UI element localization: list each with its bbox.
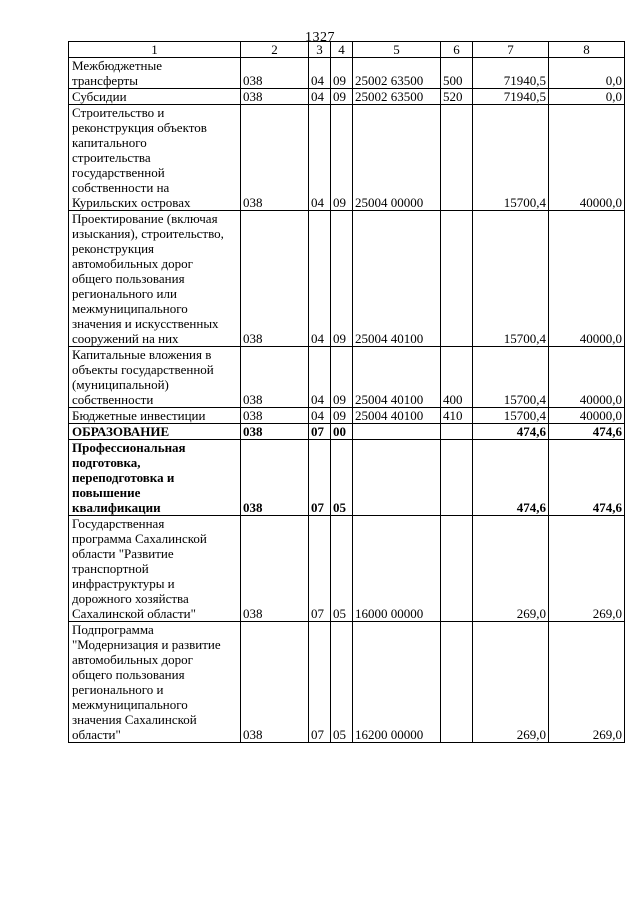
table-row: [69, 89, 625, 105]
budget-table: [68, 41, 625, 743]
row-name: Межбюджетные трансферты: [69, 58, 241, 89]
row-amount-1: 71940,5: [473, 89, 549, 105]
table-row: [69, 516, 625, 622]
row-amount-2: 474,6: [549, 440, 625, 516]
row-name: Бюджетные инвестиции: [69, 408, 241, 424]
row-admin-code: 038: [241, 622, 309, 743]
row-subsection: 05: [331, 622, 353, 743]
header-col-6: 6: [441, 42, 473, 58]
row-admin-code: 038: [241, 347, 309, 408]
header-col-4: 4: [331, 42, 353, 58]
row-amount-1: 269,0: [473, 622, 549, 743]
row-subsection: 09: [331, 211, 353, 347]
row-amount-1: 474,6: [473, 424, 549, 440]
row-amount-1: 474,6: [473, 440, 549, 516]
row-amount-1: 269,0: [473, 516, 549, 622]
row-expense-type: [441, 622, 473, 743]
row-admin-code: 038: [241, 105, 309, 211]
table-row: [69, 105, 625, 211]
table-row: [69, 408, 625, 424]
row-subsection: 09: [331, 347, 353, 408]
row-expense-type: [441, 516, 473, 622]
row-section: 07: [309, 622, 331, 743]
row-expense-type: [441, 105, 473, 211]
row-subsection: 09: [331, 408, 353, 424]
row-name: Субсидии: [69, 89, 241, 105]
row-section: 04: [309, 89, 331, 105]
row-subsection: 05: [331, 516, 353, 622]
row-amount-2: 40000,0: [549, 211, 625, 347]
header-col-2: 2: [241, 42, 309, 58]
row-section: 04: [309, 58, 331, 89]
row-name: Профессиональная подготовка, переподготовка и повышение квалификации: [69, 440, 241, 516]
row-name: Проектирование (включая изыскания), строительство, реконструкция автомобильных дорог общего пользования регионального или межмуниципального значения и искусственных сооружений на них: [69, 211, 241, 347]
row-name: Капитальные вложения в объекты государственной (муниципальной) собственности: [69, 347, 241, 408]
table-row: [69, 58, 625, 89]
row-section: 04: [309, 211, 331, 347]
row-article: 25004 40100: [353, 211, 441, 347]
row-section: 07: [309, 424, 331, 440]
row-amount-2: 269,0: [549, 622, 625, 743]
row-article: 25004 00000: [353, 105, 441, 211]
row-expense-type: 410: [441, 408, 473, 424]
row-admin-code: 038: [241, 440, 309, 516]
row-subsection: 09: [331, 58, 353, 89]
row-admin-code: 038: [241, 516, 309, 622]
row-expense-type: [441, 440, 473, 516]
row-section: 04: [309, 347, 331, 408]
row-subsection: 09: [331, 89, 353, 105]
row-article: 25002 63500: [353, 89, 441, 105]
row-name: ОБРАЗОВАНИЕ: [69, 424, 241, 440]
row-amount-1: 15700,4: [473, 211, 549, 347]
row-subsection: 00: [331, 424, 353, 440]
row-section: 04: [309, 105, 331, 211]
row-amount-2: 40000,0: [549, 105, 625, 211]
row-amount-1: 15700,4: [473, 408, 549, 424]
page-number: 1327: [305, 30, 335, 45]
row-admin-code: 038: [241, 211, 309, 347]
row-article: 16000 00000: [353, 516, 441, 622]
row-expense-type: 500: [441, 58, 473, 89]
header-row: [69, 42, 625, 58]
header-col-1: 1: [69, 42, 241, 58]
row-admin-code: 038: [241, 424, 309, 440]
table-row: [69, 622, 625, 743]
row-section: 04: [309, 408, 331, 424]
row-amount-2: 40000,0: [549, 347, 625, 408]
row-amount-1: 71940,5: [473, 58, 549, 89]
table-row: [69, 440, 625, 516]
row-section: 07: [309, 440, 331, 516]
row-amount-2: 0,0: [549, 58, 625, 89]
row-article: [353, 424, 441, 440]
table-row: [69, 211, 625, 347]
header-col-7: 7: [473, 42, 549, 58]
row-section: 07: [309, 516, 331, 622]
row-amount-1: 15700,4: [473, 347, 549, 408]
row-admin-code: 038: [241, 89, 309, 105]
row-name: Государственная программа Сахалинской области "Развитие транспортной инфраструктуры и дорожного хозяйства Сахалинской области": [69, 516, 241, 622]
table-row: [69, 347, 625, 408]
row-article: [353, 440, 441, 516]
row-expense-type: 520: [441, 89, 473, 105]
row-admin-code: 038: [241, 408, 309, 424]
row-name: Строительство и реконструкция объектов капитального строительства государственной собственности на Курильских островах: [69, 105, 241, 211]
header-col-3: 3: [309, 42, 331, 58]
row-expense-type: 400: [441, 347, 473, 408]
row-admin-code: 038: [241, 58, 309, 89]
row-amount-2: 40000,0: [549, 408, 625, 424]
row-article: 25002 63500: [353, 58, 441, 89]
row-subsection: 05: [331, 440, 353, 516]
header-col-8: 8: [549, 42, 625, 58]
row-expense-type: [441, 211, 473, 347]
row-amount-2: 0,0: [549, 89, 625, 105]
row-amount-2: 269,0: [549, 516, 625, 622]
row-amount-2: 474,6: [549, 424, 625, 440]
table-row: [69, 424, 625, 440]
row-subsection: 09: [331, 105, 353, 211]
row-expense-type: [441, 424, 473, 440]
row-amount-1: 15700,4: [473, 105, 549, 211]
row-article: 25004 40100: [353, 408, 441, 424]
row-article: 25004 40100: [353, 347, 441, 408]
row-name: Подпрограмма "Модернизация и развитие автомобильных дорог общего пользования регионального и межмуниципального значения Сахалинской области": [69, 622, 241, 743]
header-col-5: 5: [353, 42, 441, 58]
row-article: 16200 00000: [353, 622, 441, 743]
